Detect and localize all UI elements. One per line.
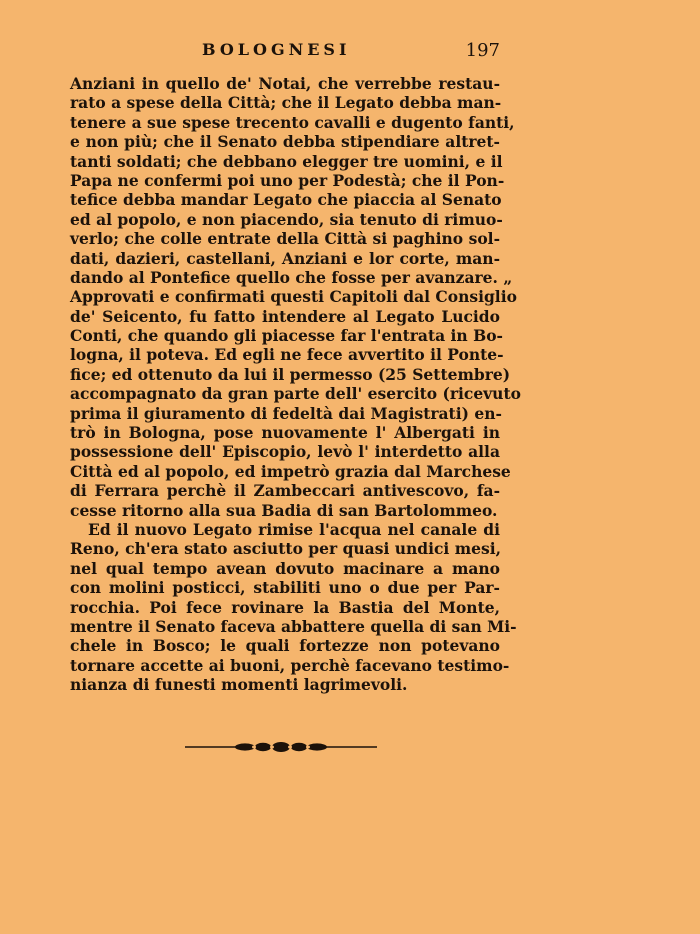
text-line: accompagnato da gran parte dell' esercito (ricevuto xyxy=(70,384,521,404)
text-line: Approvati e confirmati questi Capitoli dal Consiglio xyxy=(70,287,517,307)
text-line: prima il giuramento di fedeltà dai Magistrati) en- xyxy=(70,403,502,423)
text-line: possessione dell' Episcopio, levò l' interdetto alla xyxy=(70,442,500,462)
text-line: rato a spese della Città; che il Legato debba man- xyxy=(70,93,502,113)
text-line: Ed il nuovo Legato rimise l'acqua nel canale di xyxy=(88,519,500,539)
text-line: chele in Bosco; le quali fortezze non potevano xyxy=(70,636,500,656)
text-line: nel qual tempo avean dovuto macinare a mano xyxy=(70,558,500,578)
text-line: tanti soldati; che debbano elegger tre uomini, e il xyxy=(70,151,503,171)
page-header xyxy=(70,38,500,64)
text-line: dando al Pontefice quello che fosse per avanzare. „ xyxy=(70,267,513,287)
running-title: BOLOGNESI xyxy=(202,40,351,59)
text-line: e non più; che il Senato debba stipendiare altret- xyxy=(70,132,500,152)
end-ornament-icon xyxy=(185,738,377,756)
text-line: rocchia. Poi fece rovinare la Bastia del Monte, xyxy=(70,597,500,617)
text-line: nianza di funesti momenti lagrimevoli. xyxy=(70,675,408,695)
text-line: ed al popolo, e non piacendo, sia tenuto di rimuo- xyxy=(70,209,503,229)
text-line: Conti, che quando gli piacesse far l'entrata in Bo- xyxy=(70,326,503,346)
text-line: trò in Bologna, pose nuovamente l' Albergati in xyxy=(70,423,500,443)
text-line: Reno, ch'era stato asciutto per quasi undici mesi, xyxy=(70,539,501,559)
text-line: Anziani in quello de' Notai, che verrebbe restau- xyxy=(70,74,500,93)
text-line: cesse ritorno alla sua Badia di san Bartolommeo. xyxy=(70,500,498,520)
text-line: tornare accette ai buoni, perchè facevano testimo- xyxy=(70,655,510,675)
text-line: dati, dazieri, castellani, Anziani e lor corte, man- xyxy=(70,248,500,268)
text-line: di Ferrara perchè il Zambeccari antivescovo, fa- xyxy=(70,481,500,501)
text-line: Città ed al popolo, ed impetrò grazia dal Marchese xyxy=(70,461,511,481)
text-line: con molini posticci, stabiliti uno o due per Par- xyxy=(70,578,500,598)
text-line: logna, il poteva. Ed egli ne fece avvertito il Ponte- xyxy=(70,345,504,365)
paragraph-1 xyxy=(70,74,521,520)
body-text xyxy=(70,74,521,695)
text-line: verlo; che colle entrate della Città si paghino sol- xyxy=(70,229,500,249)
text-line: tenere a sue spese trecento cavalli e dugento fanti, xyxy=(70,112,515,132)
text-line: tefice debba mandar Legato che piaccia al Senato xyxy=(70,190,502,210)
paragraph-2 xyxy=(70,519,517,695)
text-line: de' Seicento, fu fatto intendere al Legato Lucido xyxy=(70,306,500,326)
text-line: mentre il Senato faceva abbattere quella di san Mi- xyxy=(70,616,517,636)
page-number: 197 xyxy=(465,40,500,61)
text-line: fice; ed ottenuto da lui il permesso (25 Settembre) xyxy=(70,364,511,384)
text-line: Papa ne confermi poi uno per Podestà; che il Pon- xyxy=(70,170,505,190)
